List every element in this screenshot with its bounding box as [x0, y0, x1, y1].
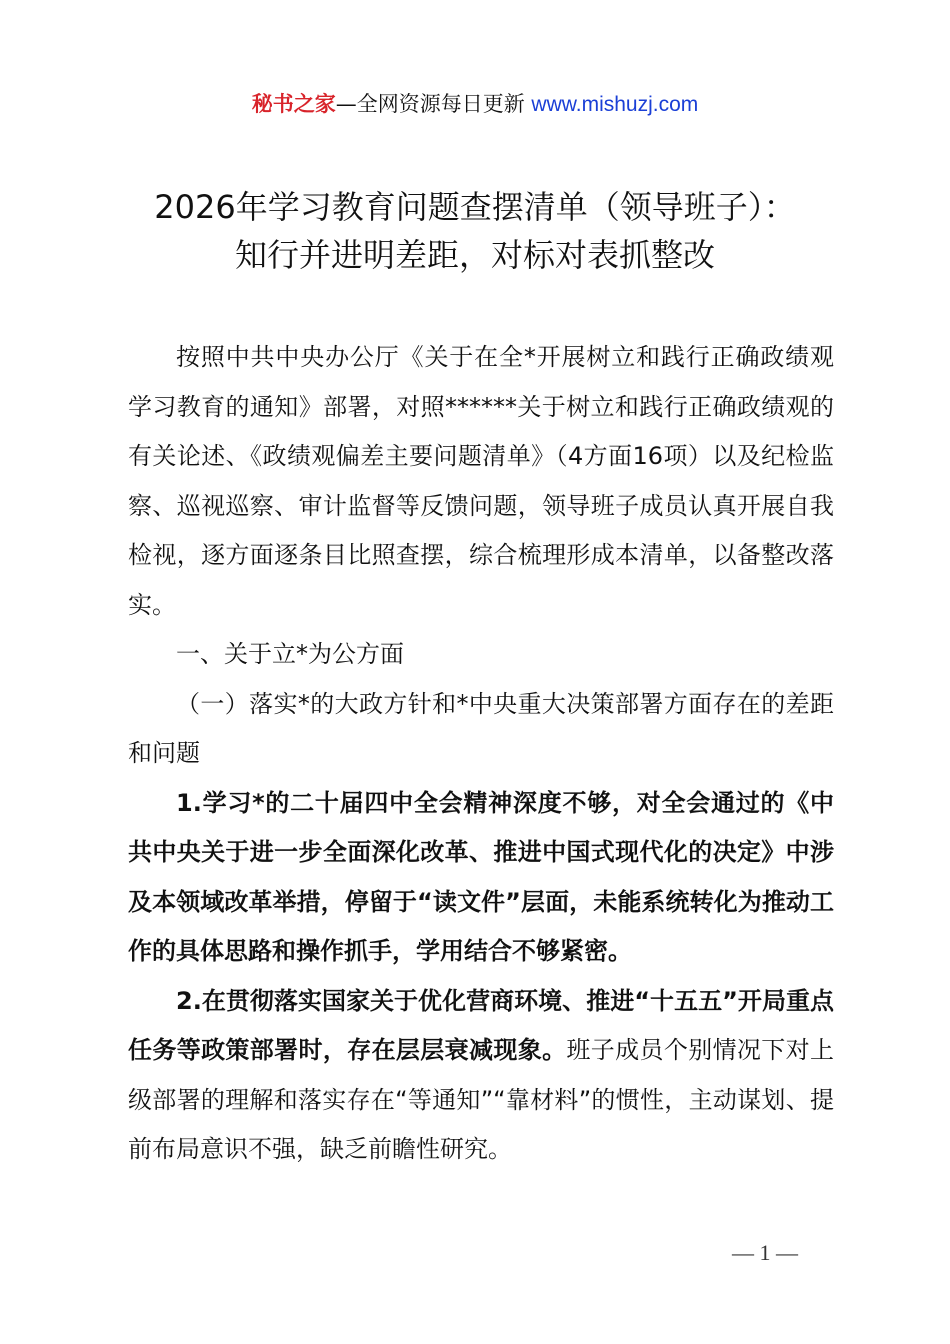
- document-title: [60, 183, 890, 279]
- problem-item-2-summary: 2.在贯彻落实国家关于优化营商环境、推进“十五五”开局重点任务等政策部署时，存在层层衰减现象。: [128, 986, 834, 1064]
- header-tagline: —全网资源每日更新: [335, 92, 532, 116]
- page-number: — 1 —: [732, 1240, 798, 1265]
- site-header: [0, 86, 950, 123]
- intro-paragraph: 按照中共中央办公厅《关于在全*开展树立和践行正确政绩观学习教育的通知》部署，对照******关于树立和践行正确政绩观的有关论述、《政绩观偏差主要问题清单》（4方面16项）以及纪检监察、巡视巡察、审计监督等反馈问题，领导班子成员认真开展自我检视，逐方面逐条目比照查摆，综合梳理形成本清单，以备整改落实。: [128, 343, 834, 619]
- problem-item-2: [128, 977, 834, 1175]
- brand-name: 秘书之家: [251, 92, 336, 116]
- subsection-heading-1: （一）落实*的大政方针和*中央重大决策部署方面存在的差距和问题: [128, 689, 834, 767]
- title-line-2: 知行并进明差距，对标对表抓整改: [234, 236, 715, 274]
- title-line-1: 2026年学习教育问题查摆清单（领导班子）：: [154, 188, 796, 226]
- problem-item-1: 1.学习*的二十届四中全会精神深度不够，对全会通过的《中共中央关于进一步全面深化改革、推进中国式现代化的决定》中涉及本领域改革举措，停留于“读文件”层面，未能系统转化为推动工作的具体思路和操作抓手，学用结合不够紧密。: [128, 788, 834, 965]
- document-body: [128, 333, 834, 1175]
- section-heading-1: 一、关于立*为公方面: [176, 640, 404, 668]
- site-url-link[interactable]: www.mishuzj.com: [531, 93, 699, 116]
- problem-item-2-detail: 班子成员个别情况下对上级部署的理解和落实存在“等通知”“靠材料”的惯性，主动谋划、提前布局意识不强，缺乏前瞻性研究。: [128, 1036, 835, 1163]
